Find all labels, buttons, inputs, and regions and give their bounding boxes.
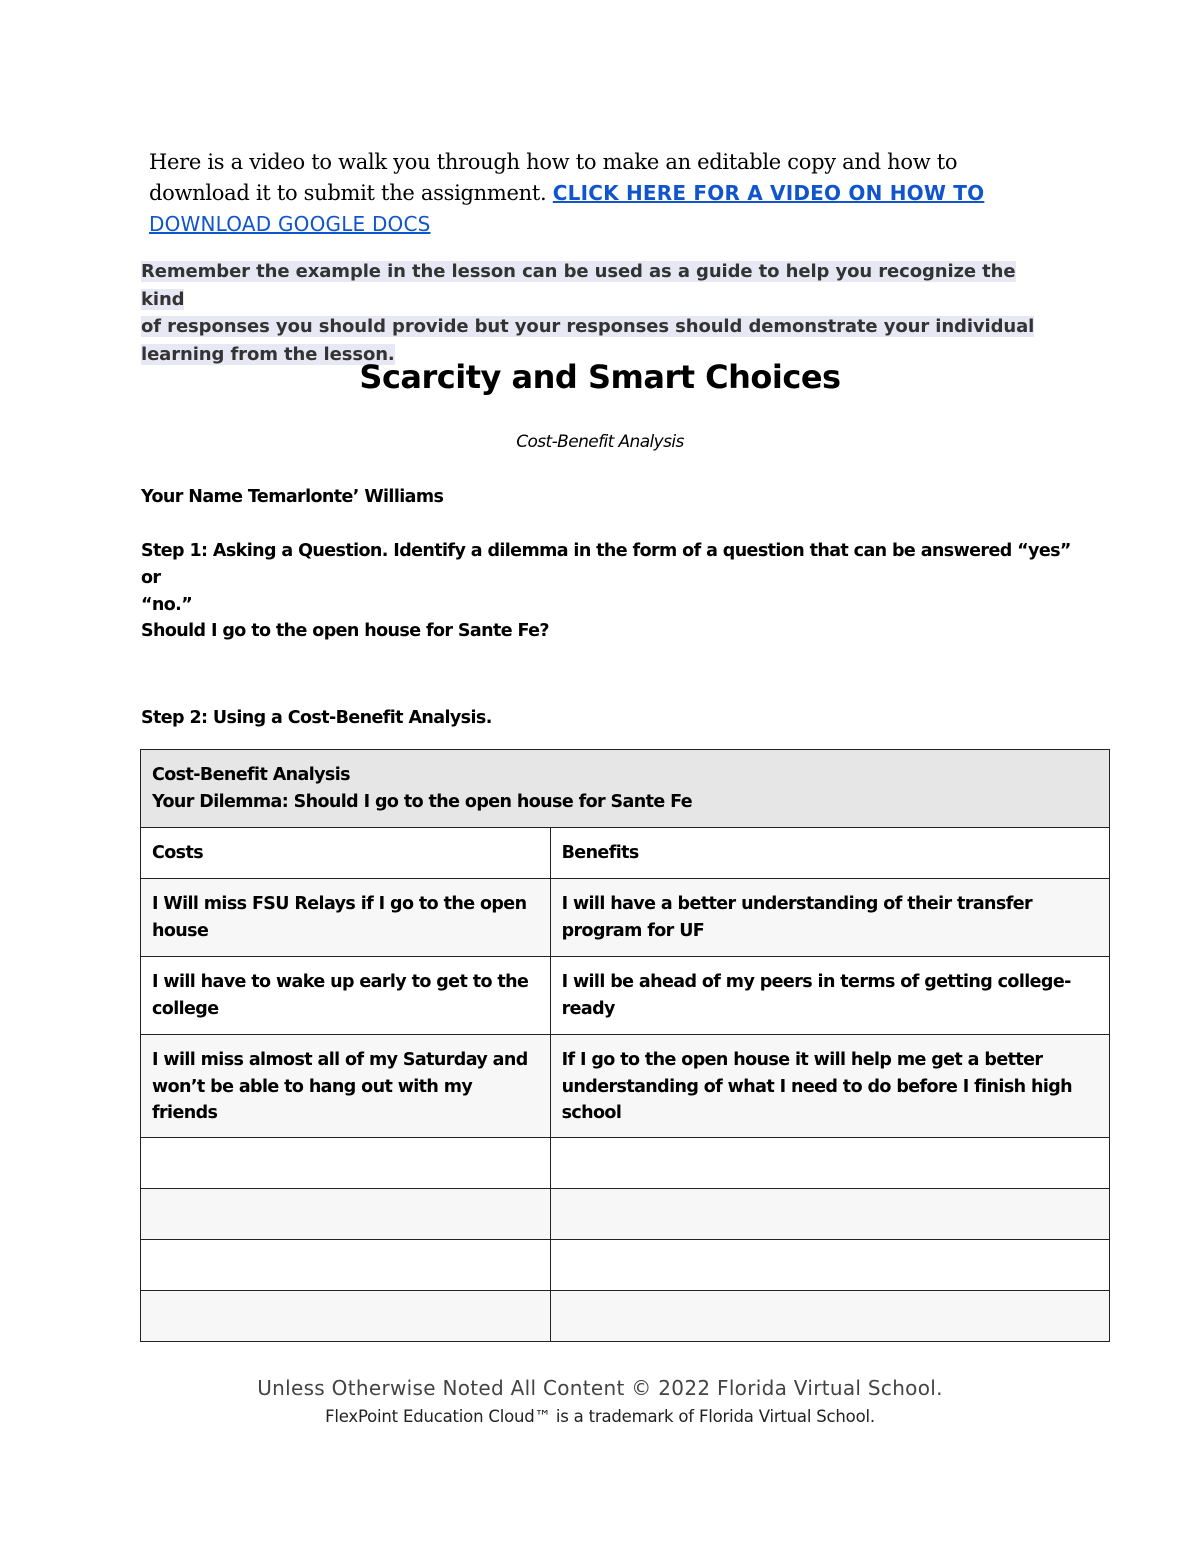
benefit-cell[interactable]: If I go to the open house it will help me get a better understanding of what I need to do before I finish high school xyxy=(550,1035,1109,1138)
trademark-notice: FlexPoint Education Cloud™ is a trademark of Florida Virtual School. xyxy=(325,1407,875,1426)
copyright-notice: Unless Otherwise Noted All Content © 2022 Florida Virtual School. xyxy=(257,1376,943,1400)
table-row xyxy=(141,1240,1110,1291)
intro-paragraph xyxy=(149,147,1049,240)
cost-cell[interactable]: I Will miss FSU Relays if I go to the open house xyxy=(141,879,551,957)
cost-cell[interactable] xyxy=(141,1138,551,1189)
cost-cell[interactable] xyxy=(141,1240,551,1291)
step2-instruction: Step 2: Using a Cost-Benefit Analysis. xyxy=(141,708,492,728)
benefit-cell[interactable] xyxy=(550,1138,1109,1189)
table-row xyxy=(141,1189,1110,1240)
table-header-title: Cost-Benefit Analysis xyxy=(152,765,350,785)
step1-line-1: Step 1: Asking a Question. Identify a dilemma in the form of a question that can be answered “yes” or xyxy=(141,541,1071,588)
student-name: Your Name Temarlonte’ Williams xyxy=(141,487,444,507)
table-row xyxy=(141,1291,1110,1342)
benefit-cell[interactable] xyxy=(550,1189,1109,1240)
cost-cell[interactable]: I will miss almost all of my Saturday and won’t be able to hang out with my friends xyxy=(141,1035,551,1138)
reminder-line-3: learning from the lesson. xyxy=(141,343,395,365)
table-header-row xyxy=(141,750,1110,828)
table-row xyxy=(141,957,1110,1035)
table-column-headers xyxy=(141,828,1110,879)
intro-line-2-text: download it to submit the assignment. xyxy=(149,181,547,205)
video-link-rest[interactable]: DOWNLOAD GOOGLE DOCS xyxy=(149,212,431,236)
reminder-line-1: Remember the example in the lesson can be used as a guide to help you recognize the kind xyxy=(141,261,1016,310)
step1-line-2: “no.” xyxy=(141,595,193,615)
step1-instruction xyxy=(141,538,1071,619)
table-header-cell xyxy=(141,750,1110,828)
reminder-note xyxy=(141,258,1061,368)
dilemma-question: Should I go to the open house for Sante Fe? xyxy=(141,621,549,641)
cost-benefit-table xyxy=(140,749,1110,1342)
table-row xyxy=(141,1035,1110,1138)
video-link-bold[interactable]: CLICK HERE FOR A VIDEO ON HOW TO xyxy=(552,181,985,205)
cost-cell[interactable] xyxy=(141,1189,551,1240)
document-title: Scarcity and Smart Choices xyxy=(359,358,841,396)
intro-line-2 xyxy=(149,178,1049,240)
reminder-line-2: of responses you should provide but your responses should demonstrate your individual xyxy=(141,316,1035,337)
costs-column-header: Costs xyxy=(141,828,551,879)
table-header-dilemma: Your Dilemma: Should I go to the open house for Sante Fe xyxy=(152,791,693,812)
table-row xyxy=(141,879,1110,957)
intro-line-1: Here is a video to walk you through how to make an editable copy and how to xyxy=(149,150,958,174)
benefits-column-header: Benefits xyxy=(550,828,1109,879)
document-subtitle: Cost-Benefit Analysis xyxy=(516,432,684,452)
table-row xyxy=(141,1138,1110,1189)
benefit-cell[interactable]: I will be ahead of my peers in terms of getting college-ready xyxy=(550,957,1109,1035)
cost-cell[interactable]: I will have to wake up early to get to the college xyxy=(141,957,551,1035)
benefit-cell[interactable] xyxy=(550,1291,1109,1342)
benefit-cell[interactable]: I will have a better understanding of their transfer program for UF xyxy=(550,879,1109,957)
cost-cell[interactable] xyxy=(141,1291,551,1342)
benefit-cell[interactable] xyxy=(550,1240,1109,1291)
